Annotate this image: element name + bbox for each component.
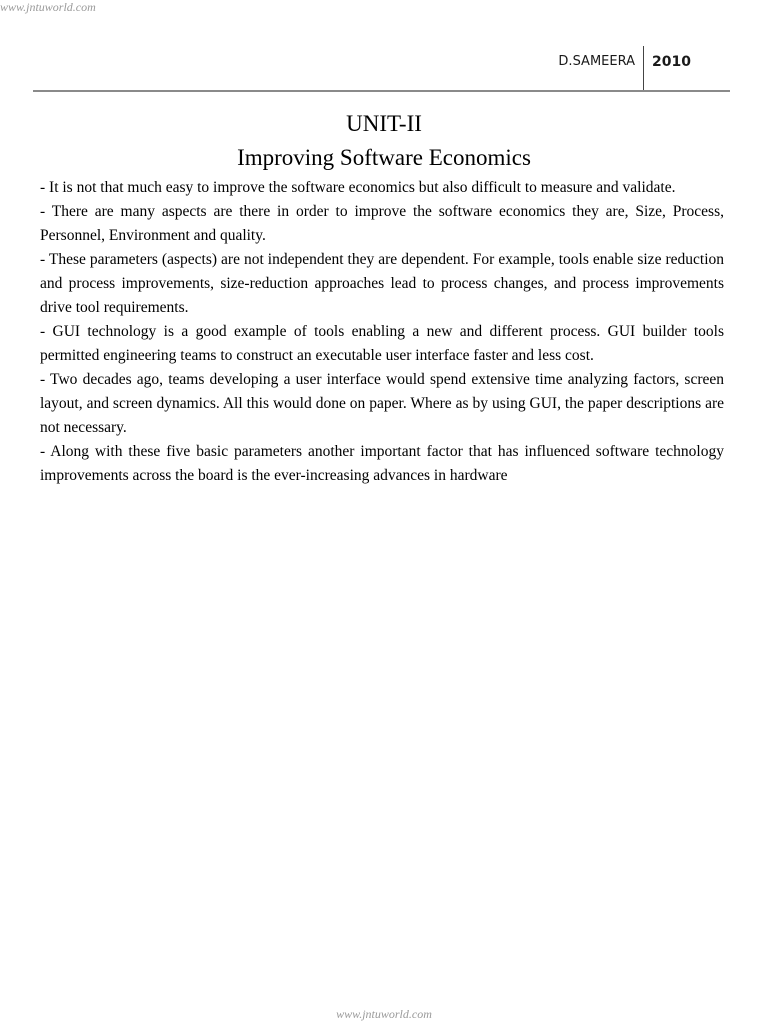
unit-title: UNIT-II (346, 111, 422, 136)
body-text (40, 176, 724, 488)
paragraph: - GUI technology is a good example of tools enabling a new and different process. GUI builder tools permitted engineering teams to construct an executable user interface faster and less cost. (40, 323, 724, 364)
paragraph: - It is not that much easy to improve the software economics but also difficult to measure and validate. (40, 179, 676, 196)
header-author: D.SAMEERA (558, 54, 635, 69)
paragraph: - There are many aspects are there in order to improve the software economics they are, Size, Process, Personnel, Environment and quality. (40, 203, 724, 244)
watermark-bottom: www.jntuworld.com (336, 1007, 432, 1021)
paragraph: - These parameters (aspects) are not independent they are dependent. For example, tools enable size reduction and process improvements, size-reduction approaches lead to process changes, and process improvements drive tool requirements. (40, 251, 724, 316)
document-title: Improving Software Economics (237, 145, 531, 170)
header-divider (643, 46, 644, 90)
paragraph: - Along with these five basic parameters another important factor that has influenced software technology improvements across the board is the ever-increasing advances in hardware (40, 443, 724, 484)
page-header (33, 46, 730, 92)
paragraph: - Two decades ago, teams developing a user interface would spend extensive time analyzing factors, screen layout, and screen dynamics. All this would done on paper. Where as by using GUI, the paper descriptions are not necessary. (40, 371, 724, 436)
header-year: 2010 (652, 54, 691, 70)
watermark-top: www.jntuworld.com (0, 0, 96, 14)
